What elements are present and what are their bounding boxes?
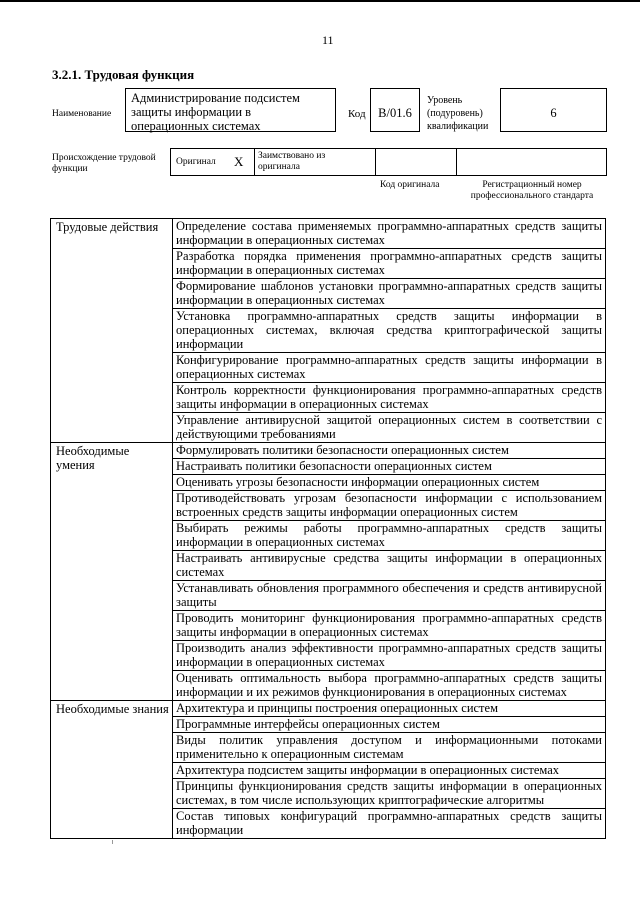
labor-function-table bbox=[50, 218, 606, 839]
name-label: Наименование bbox=[52, 109, 112, 119]
item-cell: Установка программно-аппаратных средств защиты информации в операционных системах, включая средства криптографической защиты информации bbox=[173, 309, 606, 353]
code-value: B/01.6 bbox=[378, 106, 412, 120]
item-cell: Конфигурирование программно-аппаратных средств защиты информации в операционных системах bbox=[173, 353, 606, 383]
item-cell: Проводить мониторинг функционирования программно-аппаратных средств защиты информации в операционных системах bbox=[173, 611, 606, 641]
item-cell: Контроль корректности функционирования программно-аппаратных средств защиты информации в операционных системах bbox=[173, 383, 606, 413]
top-rule bbox=[0, 0, 640, 2]
name-value-box bbox=[125, 88, 336, 132]
category-cell: Необходимые знания bbox=[51, 701, 173, 839]
item-cell: Выбирать режимы работы программно-аппаратных средств защиты информации в операционных системах bbox=[173, 521, 606, 551]
name-value: Администрирование подсистем защиты информации в операционных системах bbox=[131, 91, 300, 133]
item-cell: Определение состава применяемых программно-аппаратных средств защиты информации в операционных системах bbox=[173, 219, 606, 249]
item-cell: Архитектура подсистем защиты информации в операционных системах bbox=[173, 763, 606, 779]
reg-number-caption: Регистрационный номер профессионального стандарта bbox=[470, 180, 594, 201]
item-cell: Формулировать политики безопасности операционных систем bbox=[173, 443, 606, 459]
level-value-box bbox=[500, 88, 607, 132]
page-number: 11 bbox=[322, 33, 334, 47]
bottom-left-tick bbox=[112, 840, 113, 844]
item-cell: Виды политик управления доступом и информационными потоками применительно к операционным системам bbox=[173, 733, 606, 763]
table-row bbox=[51, 701, 606, 717]
item-cell: Разработка порядка применения программно-аппаратных средств защиты информации в операционных системах bbox=[173, 249, 606, 279]
item-cell: Настраивать политики безопасности операционных систем bbox=[173, 459, 606, 475]
item-cell: Программные интерфейсы операционных систем bbox=[173, 717, 606, 733]
item-cell: Оценивать оптимальность выбора программно-аппаратных средств защиты информации и их режимов функционирования в операционных системах bbox=[173, 671, 606, 701]
section-title: 3.2.1. Трудовая функция bbox=[52, 67, 195, 82]
item-cell: Устанавливать обновления программного обеспечения и средств антивирусной защиты bbox=[173, 581, 606, 611]
level-label: Уровень (подуровень) квалификации bbox=[427, 95, 489, 132]
code-value-box bbox=[370, 88, 420, 132]
original-label: Оригинал bbox=[176, 157, 216, 167]
origin-label: Происхождение трудовой функции bbox=[52, 153, 156, 174]
borrowed-label: Заимствовано из оригинала bbox=[258, 151, 326, 172]
item-cell: Противодействовать угрозам безопасности информации с использованием встроенных средств защиты информации операционных систем bbox=[173, 491, 606, 521]
item-cell: Оценивать угрозы безопасности информации операционных систем bbox=[173, 475, 606, 491]
table-row bbox=[51, 443, 606, 459]
item-cell: Настраивать антивирусные средства защиты информации в операционных системах bbox=[173, 551, 606, 581]
item-cell: Формирование шаблонов установки программно-аппаратных средств защиты информации в операционных системах bbox=[173, 279, 606, 309]
item-cell: Управление антивирусной защитой операционных систем в соответствии с действующими требованиями bbox=[173, 413, 606, 443]
origin-divider-1 bbox=[254, 148, 255, 176]
table-row bbox=[51, 219, 606, 249]
category-cell: Трудовые действия bbox=[51, 219, 173, 443]
code-label: Код bbox=[348, 108, 366, 120]
original-mark: X bbox=[234, 154, 244, 169]
item-cell: Принципы функционирования средств защиты информации в операционных системах, в том числе использующих криптографические алгоритмы bbox=[173, 779, 606, 809]
origin-divider-3 bbox=[456, 148, 457, 176]
category-cell: Необходимые умения bbox=[51, 443, 173, 701]
level-value: 6 bbox=[550, 106, 557, 120]
origin-divider-2 bbox=[375, 148, 376, 176]
item-cell: Производить анализ эффективности программно-аппаратных средств защиты информации в операционных системах bbox=[173, 641, 606, 671]
code-original-caption: Код оригинала bbox=[380, 180, 440, 190]
item-cell: Состав типовых конфигураций программно-аппаратных средств защиты информации bbox=[173, 809, 606, 839]
item-cell: Архитектура и принципы построения операционных систем bbox=[173, 701, 606, 717]
